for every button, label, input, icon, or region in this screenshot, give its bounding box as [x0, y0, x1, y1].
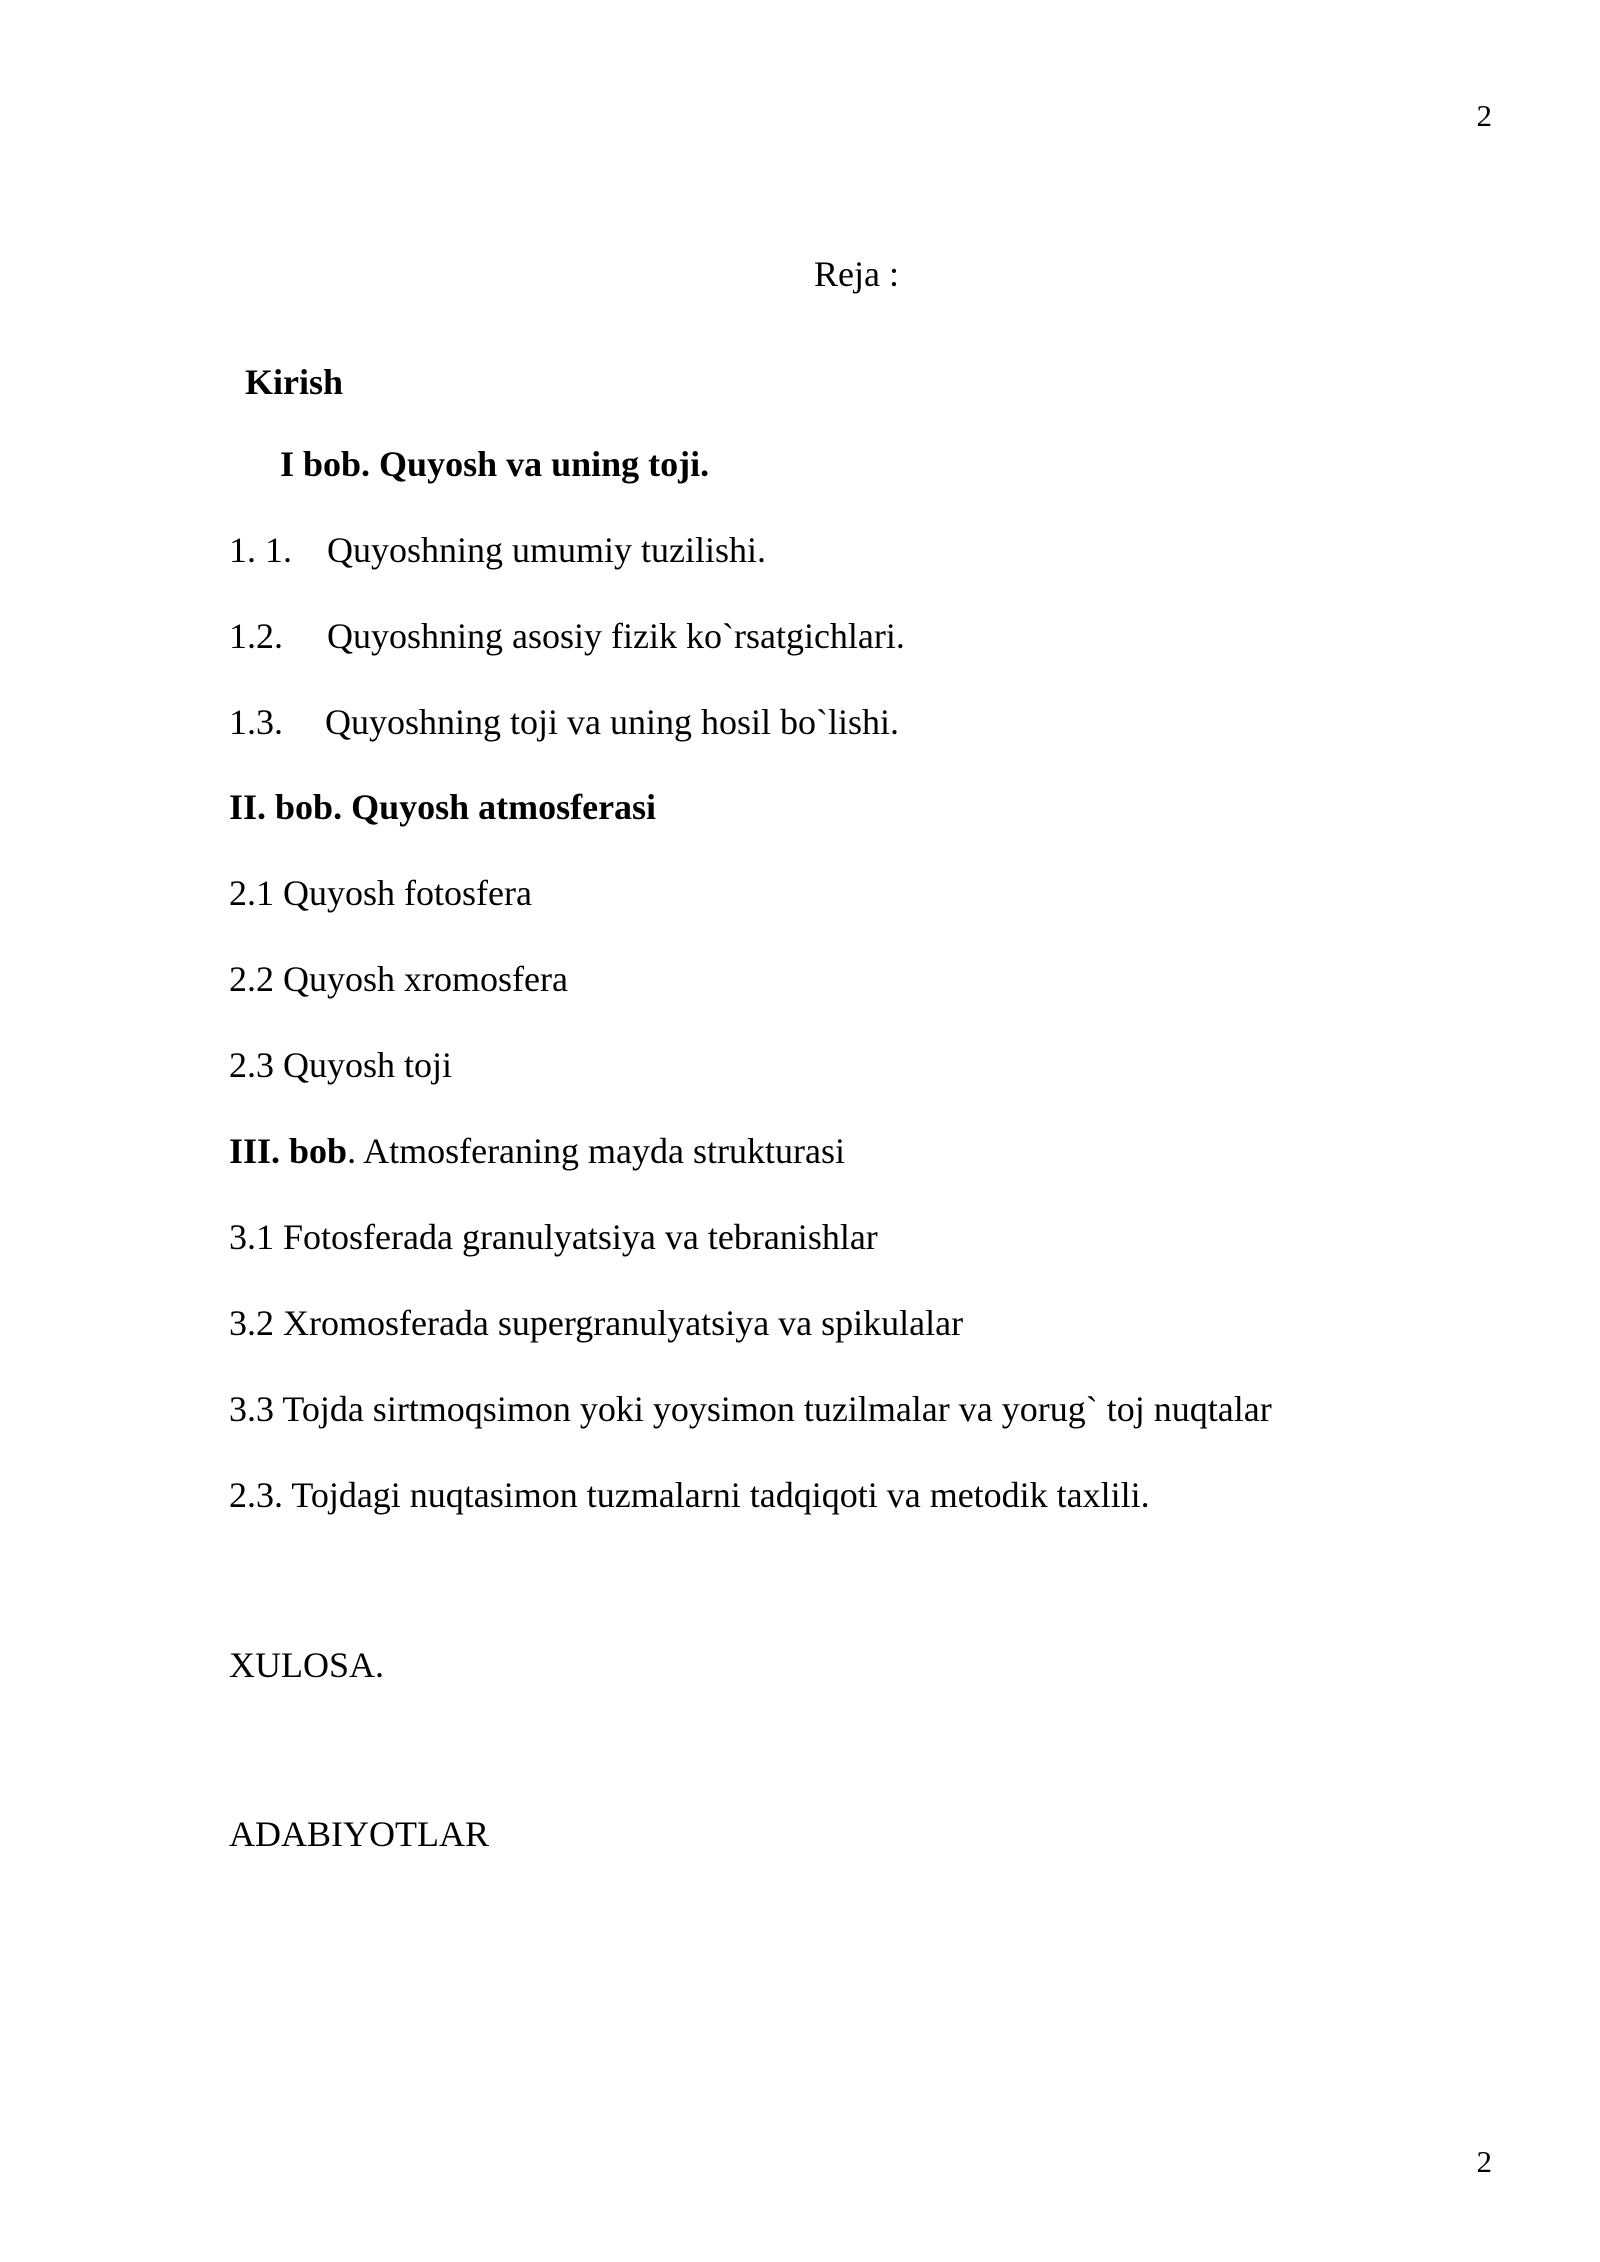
chapter-3-heading — [229, 1129, 845, 1173]
chapter-2-heading: II. bob. Quyosh atmosferasi — [229, 787, 657, 827]
toc-item-text: Quyoshning umumiy tuzilishi. — [327, 530, 767, 570]
toc-item-1-3 — [229, 700, 899, 744]
toc-conclusion: XULOSA. — [229, 1645, 385, 1685]
toc-intro: Kirish — [245, 362, 344, 402]
page-title: Reja : — [814, 254, 899, 294]
page-number-bottom: 2 — [1476, 2144, 1492, 2179]
toc-item-number: 1.3. — [229, 702, 283, 742]
chapter-1-heading: I bob. Quyosh va uning toji. — [280, 444, 710, 484]
toc-item-3-2: 3.2 Xromosferada supergranulyatsiya va spikulalar — [229, 1303, 964, 1343]
toc-references: ADABIYOTLAR — [229, 1814, 489, 1854]
toc-item-3-1: 3.1 Fotosferada granulyatsiya va tebranishlar — [229, 1217, 878, 1257]
page-number-top: 2 — [1476, 98, 1492, 133]
toc-item-1-2 — [229, 614, 905, 658]
toc-item-number: 1.2. — [229, 616, 283, 656]
toc-item-text: Quyoshning toji va uning hosil bo`lishi. — [325, 702, 900, 742]
toc-item-2-1: 2.1 Quyosh fotosfera — [229, 873, 532, 913]
toc-item-3-4: 2.3. Tojdagi nuqtasimon tuzmalarni tadqiqoti va metodik taxlili. — [229, 1475, 1150, 1515]
toc-item-2-3: 2.3 Quyosh toji — [229, 1045, 453, 1085]
toc-item-2-2: 2.2 Quyosh xromosfera — [229, 959, 568, 999]
toc-item-number: 1. 1. — [229, 530, 292, 570]
toc-item-1-1 — [229, 528, 766, 572]
toc-item-text: Quyoshning asosiy fizik ko`rsatgichlari. — [327, 616, 905, 656]
chapter-3-heading-bold: III. bob — [229, 1131, 348, 1171]
toc-item-3-3: 3.3 Tojda sirtmoqsimon yoki yoysimon tuzilmalar va yorug` toj nuqtalar — [229, 1389, 1272, 1429]
chapter-3-heading-rest: . Atmosferaning mayda strukturasi — [347, 1131, 845, 1171]
